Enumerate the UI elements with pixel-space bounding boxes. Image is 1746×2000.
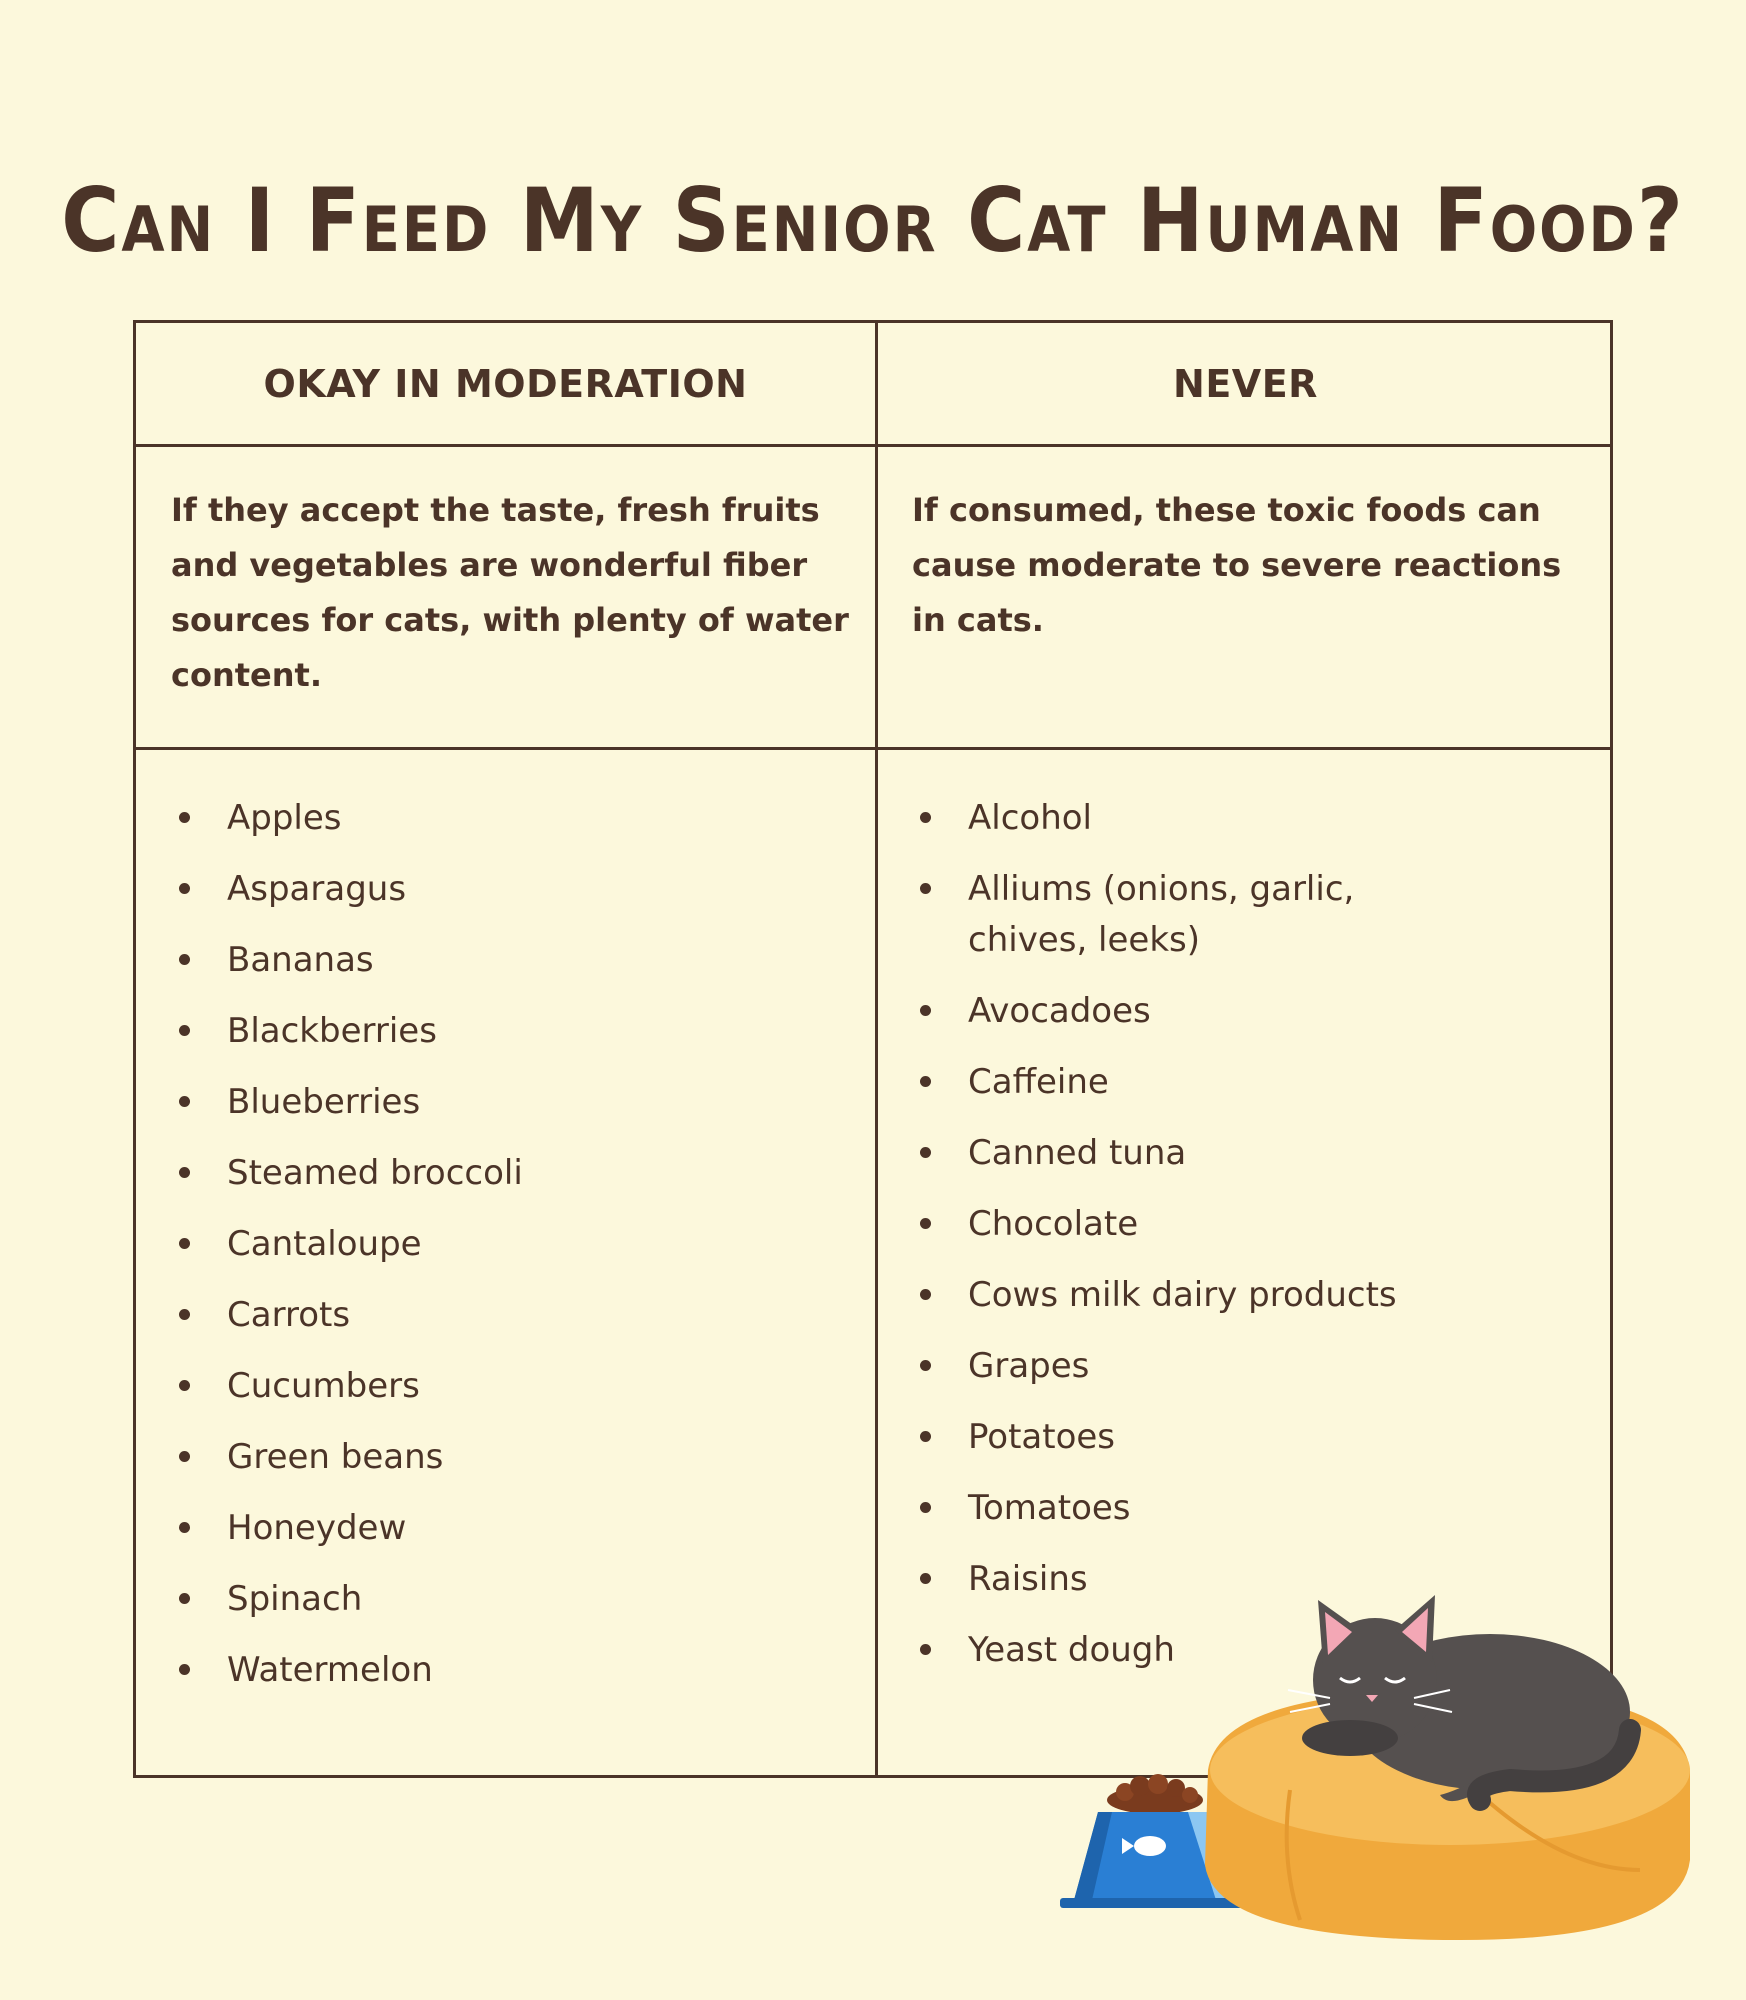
list-item-label: Chocolate [968,1204,1139,1244]
bullet-icon [179,812,190,823]
list-item [171,1077,851,1128]
list-item-label: Steamed broccoli [227,1153,523,1193]
list-item-label: Spinach [227,1579,363,1619]
list-item [912,793,1472,844]
header-divider [136,444,1610,447]
list-item-label: Cantaloupe [227,1224,422,1264]
bullet-icon [179,1309,190,1320]
list-item-label: Canned tuna [968,1133,1187,1173]
toxic-foods-list [912,793,1472,1696]
list-item-label: Watermelon [227,1650,433,1690]
food-comparison-table [133,320,1613,1778]
list-item [912,986,1472,1037]
list-item [171,1219,851,1270]
list-item [912,1412,1472,1463]
list-item-label: Apples [227,798,342,838]
list-item-label: Asparagus [227,869,407,909]
bullet-icon [179,1522,190,1533]
bullet-icon [179,1664,190,1675]
list-item [171,935,851,986]
bullet-icon [179,1025,190,1036]
bullet-icon [179,1167,190,1178]
header-never: NEVER [1173,361,1318,406]
list-item-label: Bananas [227,940,374,980]
bullet-icon [179,883,190,894]
safe-foods-list [171,793,851,1716]
list-item [171,864,851,915]
bullet-icon [920,1502,931,1513]
bullet-icon [920,1431,931,1442]
list-item [171,1290,851,1341]
list-item-label: Cows milk dairy products [968,1275,1397,1315]
bullet-icon [920,1360,931,1371]
bullet-icon [920,1076,931,1087]
list-item [171,1006,851,1057]
column-divider [875,323,878,1775]
list-item-label: Blackberries [227,1011,437,1051]
list-item-label: Caffeine [968,1062,1109,1102]
description-divider [136,747,1610,750]
list-item-label: Grapes [968,1346,1090,1386]
sleeping-cat-illustration [1040,1580,1720,1960]
bullet-icon [920,812,931,823]
list-item [912,1057,1472,1108]
bullet-icon [920,1005,931,1016]
list-item-label: Cucumbers [227,1366,420,1406]
description-never: If consumed, these toxic foods can cause moderate to severe reactions in cats. [912,491,1562,639]
list-item-label: Alcohol [968,798,1092,838]
bullet-icon [920,1218,931,1229]
bullet-icon [179,1380,190,1391]
bullet-icon [920,1573,931,1584]
list-item [912,1128,1472,1179]
list-item-label: Honeydew [227,1508,407,1548]
bullet-icon [920,1289,931,1300]
bullet-icon [920,1644,931,1655]
list-item [171,1574,851,1625]
list-item-label: Carrots [227,1295,351,1335]
bullet-icon [179,1096,190,1107]
list-item [912,864,1472,966]
list-item-label: Blueberries [227,1082,421,1122]
list-item-label: Yeast dough [968,1630,1175,1670]
list-item [171,793,851,844]
bullet-icon [179,1593,190,1604]
description-okay-in-moderation: If they accept the taste, fresh fruits and vegetables are wonderful fiber sources for cats, with plenty of water content. [171,491,849,694]
bullet-icon [179,1451,190,1462]
page-title: Can I Feed My Senior Cat Human Food? [61,168,1685,272]
list-item [171,1148,851,1199]
list-item [171,1503,851,1554]
list-item [912,1199,1472,1250]
bullet-icon [179,1238,190,1249]
list-item [912,1341,1472,1392]
list-item-label: Green beans [227,1437,444,1477]
bullet-icon [920,883,931,894]
bullet-icon [920,1147,931,1158]
list-item [171,1361,851,1412]
list-item-label: Potatoes [968,1417,1116,1457]
list-item [171,1432,851,1483]
list-item [912,1483,1472,1534]
list-item [171,1645,851,1696]
list-item [912,1270,1472,1321]
list-item-label: Tomatoes [968,1488,1131,1528]
header-okay-in-moderation: OKAY IN MODERATION [263,361,748,406]
list-item-label: Avocadoes [968,991,1151,1031]
bullet-icon [179,954,190,965]
list-item-label: Alliums (onions, garlic, chives, leeks) [968,869,1355,960]
list-item-label: Raisins [968,1559,1088,1599]
